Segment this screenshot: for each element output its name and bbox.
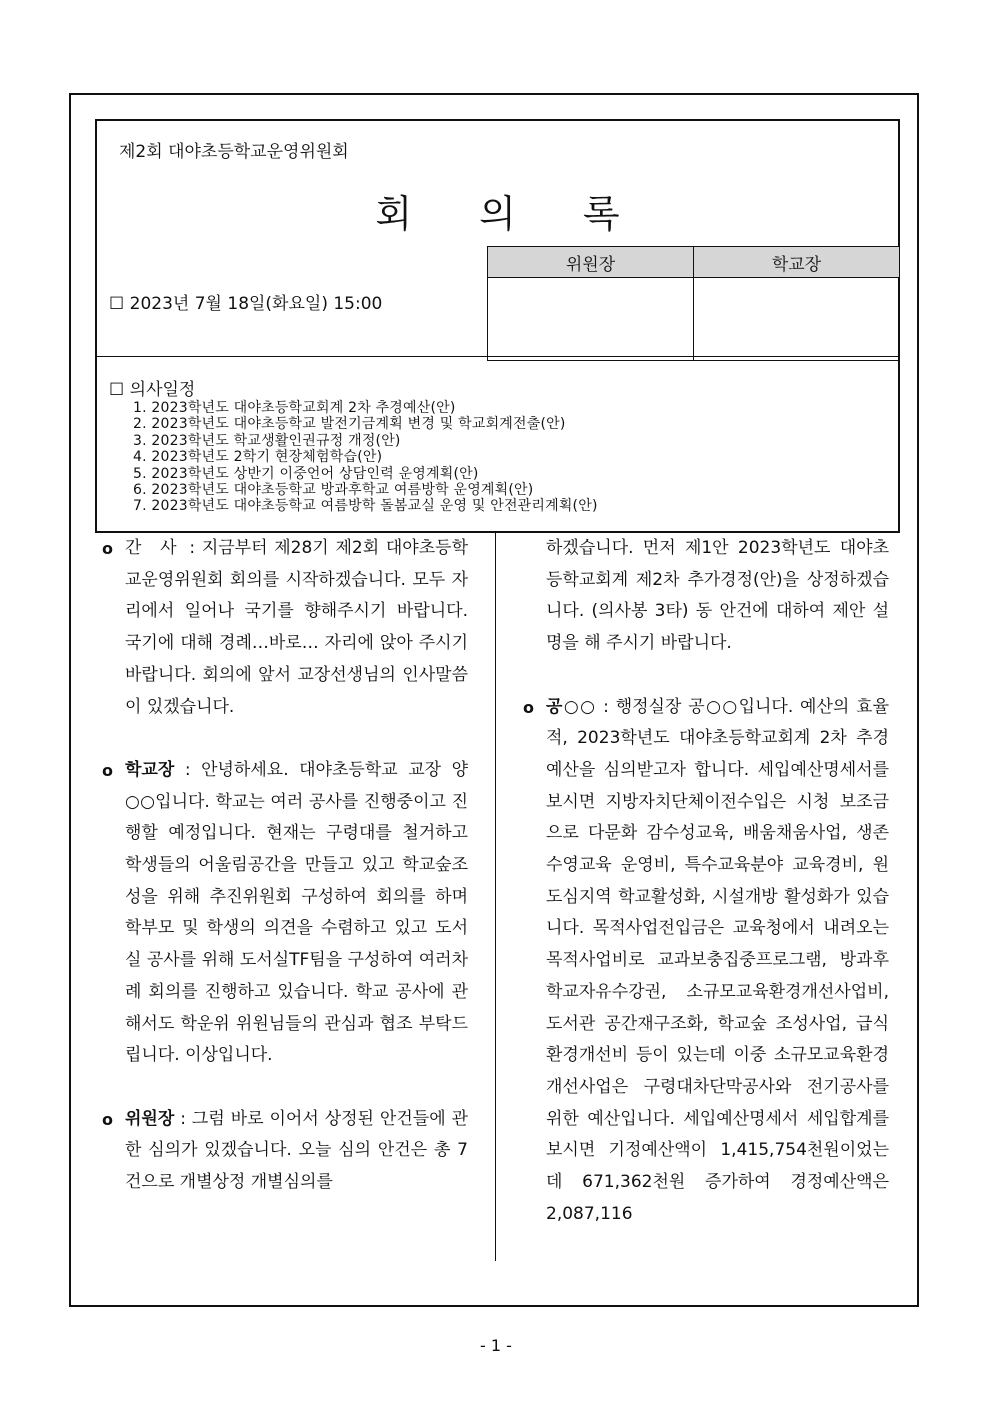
minutes-entry — [102, 533, 468, 723]
entry-text: : 행정실장 공○○입니다. 예산의 효율적, 2023학년도 대야초등학교회계 2차 추경예산을 심의받고자 합니다. 세입예산명세서를 보시면 지방자치단체이전수입은 시청 보조금으로 다문화 감수성교육, 배움채움사업, 생존수영교육 운영비, 특수교육분야 교육경비, 원도심지역 학교활성화, 시설개방 활성화가 있습니다. 목적사업전입금은 교육청에서 내려오는 목적사업비로 교과보충집중프로그램, 방과후학교자유수강권, 소규모교육환경개선사업비, 도서관 공간재구조화, 학교숲 조성사업, 급식환경개선비 등이 있는데 이중 소규모교육환경개선사업은 구령대차단막공사와 전기공사를 위한 예산입니다. 세입예산명세서 세입합계를 보시면 기정예산액이 1,415,754천원이었는데 671,362천원 증가하여 경정예산액은 2,087,116 — [546, 696, 889, 1224]
minutes-entry — [102, 1104, 468, 1199]
agenda-list — [133, 400, 598, 515]
entry-text: : 그럼 바로 이어서 상정된 안건들에 관한 심의가 있겠습니다. 오늘 심의 안건은 총 7건으로 개별상정 개별심의를 — [125, 1108, 468, 1193]
speaker-name: 위원장 — [125, 1108, 175, 1129]
approval-sign-table — [487, 246, 900, 361]
entry-text: : 지금부터 제28기 제2회 대야초등학교운영위원회 회의를 시작하겠습니다. 모두 자리에서 일어나 국기를 향해주시기 바랍니다. 국기에 대해 경례…바로… 자리에 앉아 주시기 바랍니다. 회의에 앞서 교장선생님의 인사말씀이 있겠습니다. — [125, 538, 468, 717]
minutes-entry — [523, 692, 889, 1231]
minutes-continuation: 하겠습니다. 먼저 제1안 2023학년도 대야초등학교회계 제2차 추가경정(안)을 상정하겠습니다. (의사봉 3타) 동 안건에 대하여 제안 설명을 해 주시기 바랍니다. — [546, 538, 889, 654]
entry-text: : 안녕하세요. 대야초등학교 교장 양○○입니다. 학교는 여러 공사를 진행중이고 진행할 예정입니다. 현재는 구령대를 철거하고 학생들의 어울림공간을 만들고 있고 학교숲조성을 위해 추진위원회 구성하여 회의를 하며 학부모 및 학생의 의견을 수렴하고 있고 도서실 공사를 위해 도서실TF팀을 구성하여 여러차례 회의를 진행하고 있습니다. 학교 공사에 관해서도 학운위 위원님들의 관심과 협조 부탁드립니다. 이상입니다. — [125, 759, 468, 1066]
agenda-item: 1. 2023학년도 대야초등학교회계 2차 추경예산(안) — [133, 400, 456, 416]
agenda-item: 7. 2023학년도 대야초등학교 여름방학 돌봄교실 운영 및 안전관리계획(안) — [133, 498, 598, 515]
bullet-mark: o — [523, 697, 534, 717]
agenda-heading: ☐ 의사일정 — [109, 380, 196, 400]
sign-label-chair: 위원장 — [488, 247, 694, 278]
page-number: - 1 - — [480, 1336, 512, 1355]
speaker-name: 학교장 — [125, 759, 175, 780]
column-divider — [495, 533, 496, 1261]
agenda-item: 2. 2023학년도 대야초등학교 발전기금계획 변경 및 학교회계전출(안) — [133, 416, 566, 433]
sign-label-principal: 학교장 — [694, 247, 900, 278]
bullet-mark: o — [102, 539, 113, 558]
bullet-mark: o — [102, 1109, 113, 1129]
document-header — [95, 119, 900, 533]
agenda-item: 6. 2023학년도 대야초등학교 방과후학교 여름방학 운영계획(안) — [133, 482, 534, 499]
agenda-item: 5. 2023학년도 상반기 이중언어 상담인력 운영계획(안) — [133, 465, 479, 482]
minutes-entry — [102, 755, 468, 1072]
meeting-date: ☐ 2023년 7월 18일(화요일) 15:00 — [109, 294, 383, 314]
sign-box-principal — [694, 278, 900, 361]
header-divider — [97, 356, 898, 357]
left-column — [102, 533, 468, 1199]
sign-box-chair — [488, 278, 694, 361]
right-column — [523, 533, 889, 1230]
speaker-name: 공○○ — [546, 696, 597, 717]
agenda-item: 3. 2023학년도 학교생활인권규정 개정(안) — [133, 432, 401, 449]
agenda-item: 4. 2023학년도 2학기 현장체험학습(안) — [133, 449, 383, 466]
meeting-name: 제2회 대야초등학교운영위원회 — [119, 142, 349, 162]
speaker-name: 간 사 — [125, 538, 183, 558]
bullet-mark: o — [102, 760, 113, 780]
page-title: 회 의 록 — [375, 192, 620, 236]
